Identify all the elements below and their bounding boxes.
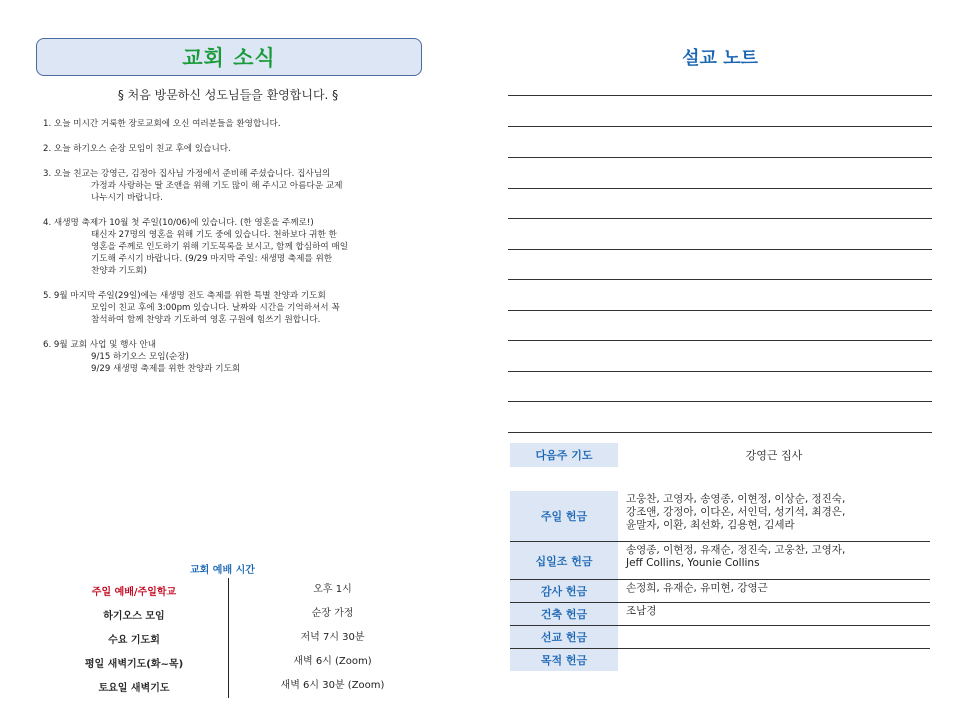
note-line [508,188,932,189]
notice-line: 2. 오늘 하기오스 순장 모임이 친교 후에 있습니다. [43,144,231,154]
offering-row [510,603,930,626]
note-line [508,218,932,219]
schedule-row [40,602,436,626]
news-title-box [36,38,422,76]
news-title: 교회 소식 [182,46,276,70]
schedule-name: 토요일 새벽기도 [98,682,170,694]
offering-names [618,491,930,541]
offering-names [618,580,930,602]
notice-line: 9/15 하기오스 모임(순장) [91,352,189,362]
offering-row [510,580,930,603]
prayer-label: 다음주 기도 [510,443,618,467]
notice-item [43,290,443,326]
schedule-time: 순장 가정 [228,602,436,626]
schedule-name: 주일 예배/주일학교 [91,586,177,598]
offering-row [510,542,930,580]
note-line [508,249,932,250]
note-line [508,279,932,280]
offering-line: 강조앤, 강정아, 이다온, 서인덕, 성기석, 최경은, [626,506,846,518]
offering-table [510,491,930,671]
schedule-table [40,578,436,698]
offering-label: 감사 헌금 [510,580,618,602]
offering-label: 십일조 헌금 [510,542,618,579]
note-line [508,401,932,402]
note-line [508,340,932,341]
note-line [508,95,932,96]
note-line [508,157,932,158]
schedule-row [40,626,436,650]
offering-line: 윤말자, 이환, 최선화, 김용현, 김세라 [626,519,795,531]
note-line [508,310,932,311]
schedule-name: 평일 새벽기도(화~목) [84,658,184,670]
schedule-row [40,650,436,674]
notice-item [43,168,443,204]
notice-line: 3. 오늘 친교는 강영근, 김정아 집사님 가정에서 준비해 주셨습니다. 집사님의 [43,169,331,179]
schedule-time: 저녁 7시 30분 [228,626,436,650]
welcome-message: § 처음 방문하신 성도님들을 환영합니다. § [117,88,339,102]
schedule-time: 새벽 6시 30분 (Zoom) [228,674,436,698]
notice-line: 나누시기 바랍니다. [91,193,163,203]
offering-label: 목적 헌금 [510,649,618,671]
notice-item [43,143,443,155]
offering-names [618,626,930,648]
notice-line: 모임이 친교 후에 3:00pm 있습니다. 날짜와 시간을 기억하셔서 꼭 [91,303,340,313]
note-line [508,371,932,372]
schedule-time: 새벽 6시 (Zoom) [228,650,436,674]
next-week-prayer [510,443,930,467]
offering-row [510,649,930,671]
offering-line: 손정희, 유재순, 유미현, 강영근 [626,582,768,594]
offering-line: Jeff Collins, Younie Collins [626,557,760,569]
schedule-name: 하기오스 모임 [103,610,165,622]
notice-item [43,217,443,277]
schedule-title: 교회 예배 시간 [190,565,255,576]
offering-line: 조남경 [626,605,657,617]
notice-item [43,118,443,130]
sermon-notes-title: 설교 노트 [682,48,758,69]
notice-line: 영혼을 주께로 인도하기 위해 기도목록을 보시고, 함께 합심하여 매일 [91,242,349,252]
schedule-name: 수요 기도회 [108,634,160,646]
offering-label: 선교 헌금 [510,626,618,648]
offering-row [510,491,930,542]
offering-row [510,626,930,649]
offering-names [618,542,930,579]
notice-line: 9/29 새생명 축제를 위한 찬양과 기도회 [91,364,241,374]
notice-line: 6. 9월 교회 사업 및 행사 안내 [43,340,157,350]
offering-line: 고웅찬, 고영자, 송영종, 이현정, 이상순, 정진숙, [626,493,846,505]
notice-line: 가정과 사랑하는 딸 조앤을 위해 기도 많이 해 주시고 아름다운 교제 [91,181,343,191]
offering-label: 주일 헌금 [510,491,618,541]
note-line [508,126,932,127]
schedule-row [40,674,436,698]
notice-line: 태신자 27명의 영혼을 위해 기도 중에 있습니다. 천하보다 귀한 한 [91,230,337,240]
offering-names [618,603,930,625]
notice-item [43,339,443,375]
prayer-value: 강영근 집사 [745,449,803,462]
schedule-time: 오후 1시 [228,578,436,602]
note-line [508,432,932,433]
notice-line: 4. 새생명 축제가 10월 첫 주일(10/06)에 있습니다. (한 영혼을 주께로!) [43,218,314,228]
offering-names [618,649,930,671]
offering-label: 건축 헌금 [510,603,618,625]
notice-line: 기도해 주시기 바랍니다. (9/29 마지막 주일: 새생명 축제를 위한 [91,254,333,264]
notice-list [43,118,443,388]
notice-line: 찬양과 기도회) [91,266,147,276]
offering-line: 송영종, 이현정, 유재순, 정진숙, 고웅찬, 고영자, [626,544,846,556]
notice-line: 1. 오늘 미시간 거룩한 장로교회에 오신 여러분들을 환영합니다. [43,119,281,129]
notice-line: 참석하여 함께 찬양과 기도하여 영혼 구원에 힘쓰기 원합니다. [91,315,321,325]
notice-line: 5. 9월 마지막 주일(29일)에는 새생명 전도 축제를 위한 특별 찬양과 기도회 [43,291,326,301]
schedule-row [40,578,436,602]
